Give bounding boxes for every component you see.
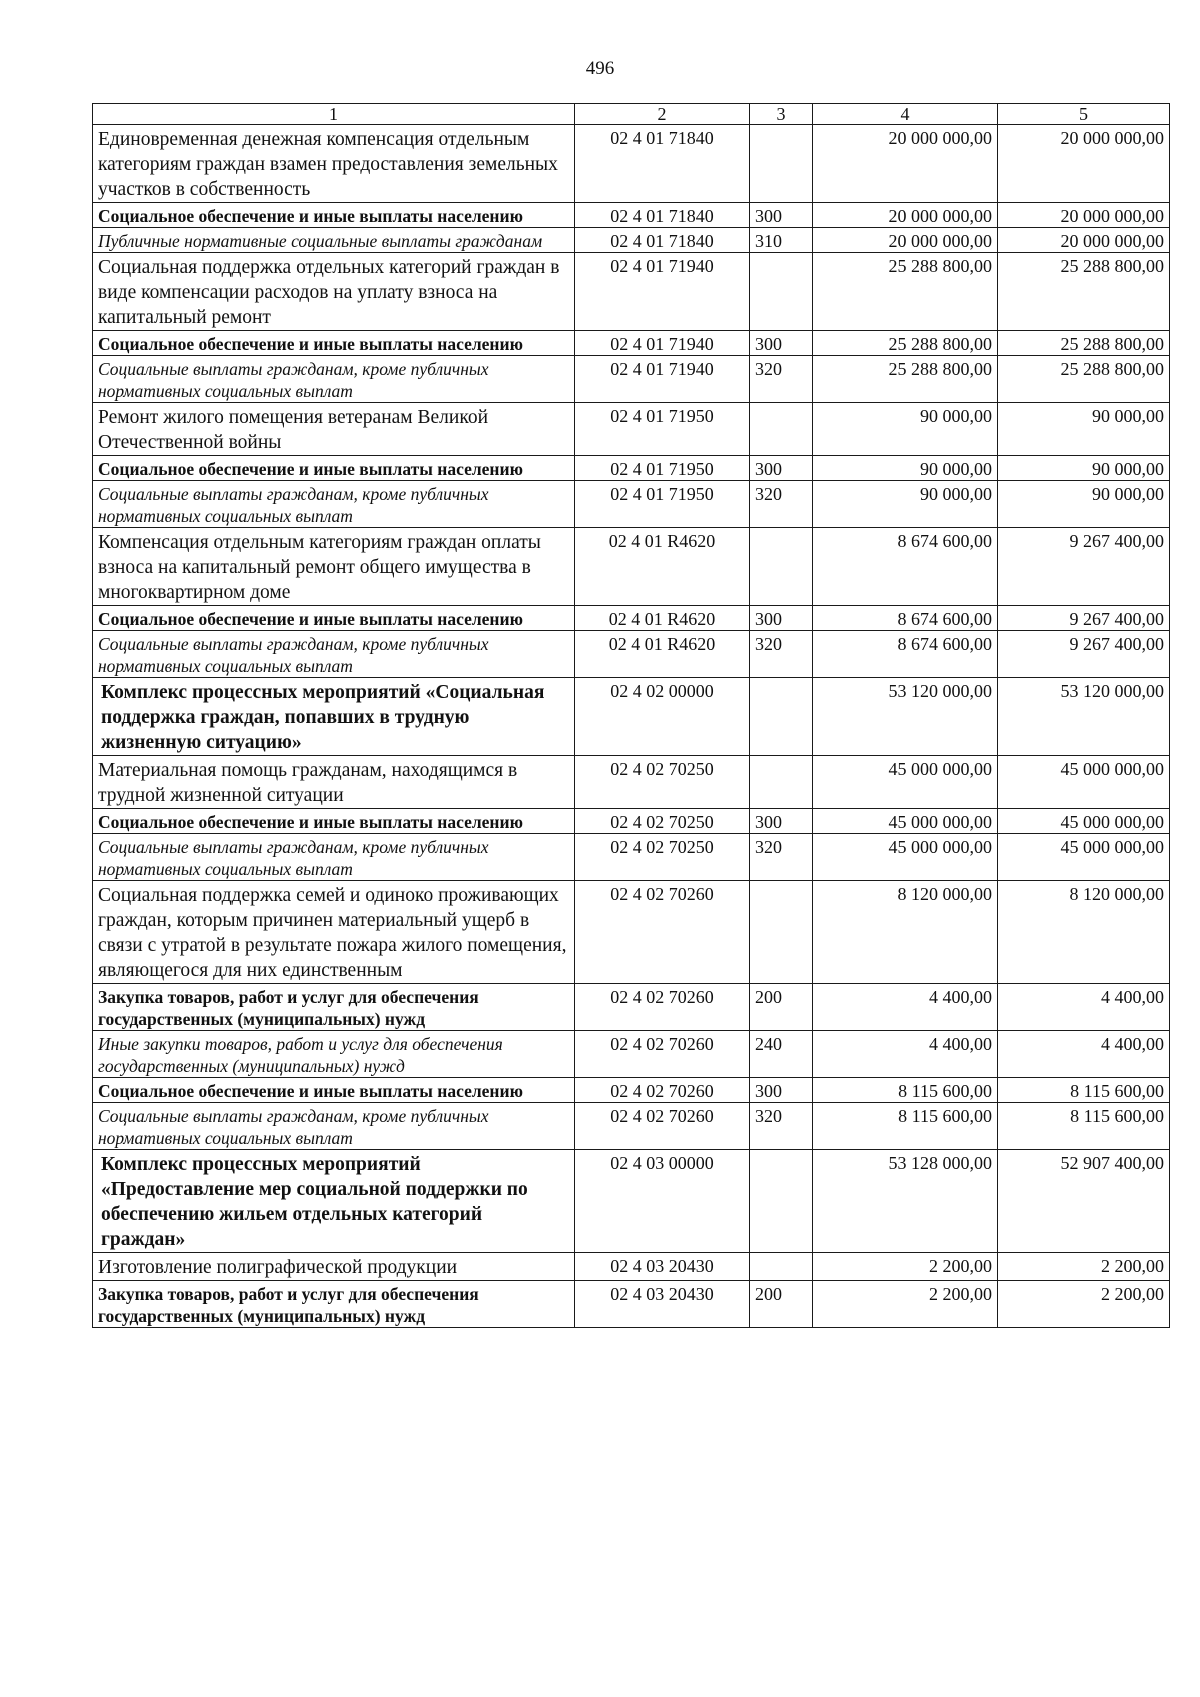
- row-expense-type: 200: [750, 984, 813, 1031]
- table-row: [93, 1031, 1170, 1078]
- row-expense-type: [750, 678, 813, 756]
- row-code: 02 4 01 71950: [575, 403, 750, 456]
- row-code: 02 4 01 R4620: [575, 631, 750, 678]
- row-expense-type: 300: [750, 809, 813, 834]
- row-code: 02 4 01 71840: [575, 228, 750, 253]
- table-row: [93, 1253, 1170, 1281]
- row-name: Социальное обеспечение и иные выплаты населению: [93, 456, 575, 481]
- row-expense-type: 320: [750, 356, 813, 403]
- row-amount-year2: 90 000,00: [998, 481, 1170, 528]
- row-amount-year2: 25 288 800,00: [998, 331, 1170, 356]
- row-amount-year1: 4 400,00: [813, 1031, 998, 1078]
- row-amount-year2: 8 115 600,00: [998, 1078, 1170, 1103]
- row-expense-type: 200: [750, 1281, 813, 1328]
- row-amount-year2: 45 000 000,00: [998, 756, 1170, 809]
- row-name: Социальная поддержка отдельных категорий граждан в виде компенсации расходов на уплату взноса на капитальный ремонт: [93, 253, 575, 331]
- row-expense-type: 320: [750, 481, 813, 528]
- table-row: [93, 253, 1170, 331]
- row-amount-year1: 20 000 000,00: [813, 228, 998, 253]
- header-col-4: 4: [813, 104, 998, 125]
- row-expense-type: [750, 756, 813, 809]
- row-amount-year2: 90 000,00: [998, 456, 1170, 481]
- row-name: Публичные нормативные социальные выплаты гражданам: [93, 228, 575, 253]
- row-amount-year1: 4 400,00: [813, 984, 998, 1031]
- row-name: Социальное обеспечение и иные выплаты населению: [93, 1078, 575, 1103]
- row-code: 02 4 02 70260: [575, 881, 750, 984]
- table-row: [93, 984, 1170, 1031]
- table-row: [93, 1103, 1170, 1150]
- table-row: [93, 228, 1170, 253]
- row-expense-type: 300: [750, 456, 813, 481]
- table-row: [93, 456, 1170, 481]
- row-expense-type: 240: [750, 1031, 813, 1078]
- row-name: Комплекс процессных мероприятий «Предоставление мер социальной поддержки по обеспечению жильем отдельных категорий граждан»: [93, 1150, 575, 1253]
- table-row: [93, 678, 1170, 756]
- table-row: [93, 1281, 1170, 1328]
- row-amount-year1: 8 115 600,00: [813, 1078, 998, 1103]
- table-row: [93, 356, 1170, 403]
- row-amount-year1: 53 128 000,00: [813, 1150, 998, 1253]
- row-expense-type: [750, 881, 813, 984]
- row-name: Закупка товаров, работ и услуг для обеспечения государственных (муниципальных) нужд: [93, 984, 575, 1031]
- row-name: Комплекс процессных мероприятий «Социальная поддержка граждан, попавших в трудную жизненную ситуацию»: [93, 678, 575, 756]
- row-amount-year1: 45 000 000,00: [813, 756, 998, 809]
- row-amount-year1: 8 120 000,00: [813, 881, 998, 984]
- row-code: 02 4 01 71940: [575, 253, 750, 331]
- row-amount-year2: 20 000 000,00: [998, 228, 1170, 253]
- row-expense-type: 320: [750, 834, 813, 881]
- row-code: 02 4 02 70250: [575, 809, 750, 834]
- row-amount-year2: 20 000 000,00: [998, 125, 1170, 203]
- row-amount-year1: 53 120 000,00: [813, 678, 998, 756]
- row-name: Социальная поддержка семей и одиноко проживающих граждан, которым причинен материальный ущерб в связи с утратой в результате пожара жилого помещения, являющегося для них единственным: [93, 881, 575, 984]
- row-code: 02 4 02 00000: [575, 678, 750, 756]
- row-amount-year1: 8 674 600,00: [813, 606, 998, 631]
- row-amount-year1: 20 000 000,00: [813, 125, 998, 203]
- row-code: 02 4 03 20430: [575, 1253, 750, 1281]
- row-code: 02 4 01 71940: [575, 331, 750, 356]
- row-amount-year2: 25 288 800,00: [998, 356, 1170, 403]
- header-col-2: 2: [575, 104, 750, 125]
- row-expense-type: 320: [750, 1103, 813, 1150]
- row-amount-year2: 8 120 000,00: [998, 881, 1170, 984]
- table-row: [93, 631, 1170, 678]
- header-row: [93, 104, 1170, 125]
- row-name: Единовременная денежная компенсация отдельным категориям граждан взамен предоставления земельных участков в собственность: [93, 125, 575, 203]
- row-code: 02 4 01 71840: [575, 203, 750, 228]
- table-row: [93, 809, 1170, 834]
- row-code: 02 4 02 70250: [575, 834, 750, 881]
- table-row: [93, 528, 1170, 606]
- page-number: 496: [585, 58, 615, 79]
- row-code: 02 4 02 70260: [575, 984, 750, 1031]
- row-amount-year2: 4 400,00: [998, 1031, 1170, 1078]
- row-amount-year1: 45 000 000,00: [813, 809, 998, 834]
- row-amount-year1: 8 115 600,00: [813, 1103, 998, 1150]
- row-name: Социальные выплаты гражданам, кроме публичных нормативных социальных выплат: [93, 1103, 575, 1150]
- row-expense-type: [750, 125, 813, 203]
- row-amount-year2: 45 000 000,00: [998, 834, 1170, 881]
- row-code: 02 4 03 20430: [575, 1281, 750, 1328]
- row-amount-year2: 45 000 000,00: [998, 809, 1170, 834]
- row-expense-type: [750, 253, 813, 331]
- row-name: Социальное обеспечение и иные выплаты населению: [93, 606, 575, 631]
- row-name: Социальное обеспечение и иные выплаты населению: [93, 203, 575, 228]
- row-amount-year2: 2 200,00: [998, 1281, 1170, 1328]
- row-name: Изготовление полиграфической продукции: [93, 1253, 575, 1281]
- row-amount-year1: 25 288 800,00: [813, 331, 998, 356]
- row-amount-year2: 25 288 800,00: [998, 253, 1170, 331]
- row-amount-year2: 9 267 400,00: [998, 606, 1170, 631]
- table-row: [93, 1078, 1170, 1103]
- table-row: [93, 756, 1170, 809]
- row-expense-type: 300: [750, 203, 813, 228]
- row-amount-year1: 8 674 600,00: [813, 631, 998, 678]
- table-row: [93, 481, 1170, 528]
- row-amount-year2: 52 907 400,00: [998, 1150, 1170, 1253]
- table-row: [93, 1150, 1170, 1253]
- row-expense-type: 300: [750, 606, 813, 631]
- row-name: Социальные выплаты гражданам, кроме публичных нормативных социальных выплат: [93, 481, 575, 528]
- row-amount-year1: 25 288 800,00: [813, 356, 998, 403]
- row-amount-year2: 9 267 400,00: [998, 631, 1170, 678]
- budget-table: [92, 103, 1170, 1328]
- row-code: 02 4 02 70260: [575, 1103, 750, 1150]
- row-code: 02 4 01 71950: [575, 481, 750, 528]
- row-amount-year2: 20 000 000,00: [998, 203, 1170, 228]
- table-row: [93, 125, 1170, 203]
- row-code: 02 4 01 71840: [575, 125, 750, 203]
- row-name: Социальные выплаты гражданам, кроме публичных нормативных социальных выплат: [93, 834, 575, 881]
- row-expense-type: [750, 403, 813, 456]
- row-name: Социальное обеспечение и иные выплаты населению: [93, 809, 575, 834]
- row-name: Социальные выплаты гражданам, кроме публичных нормативных социальных выплат: [93, 631, 575, 678]
- row-expense-type: 300: [750, 331, 813, 356]
- row-code: 02 4 02 70260: [575, 1078, 750, 1103]
- row-code: 02 4 01 71940: [575, 356, 750, 403]
- row-code: 02 4 01 71950: [575, 456, 750, 481]
- table-row: [93, 881, 1170, 984]
- row-name: Материальная помощь гражданам, находящимся в трудной жизненной ситуации: [93, 756, 575, 809]
- row-name: Ремонт жилого помещения ветеранам Великой Отечественной войны: [93, 403, 575, 456]
- header-col-5: 5: [998, 104, 1170, 125]
- row-amount-year1: 45 000 000,00: [813, 834, 998, 881]
- row-amount-year2: 90 000,00: [998, 403, 1170, 456]
- row-name: Социальные выплаты гражданам, кроме публичных нормативных социальных выплат: [93, 356, 575, 403]
- table-row: [93, 331, 1170, 356]
- row-amount-year2: 9 267 400,00: [998, 528, 1170, 606]
- row-code: 02 4 03 00000: [575, 1150, 750, 1253]
- row-name: Закупка товаров, работ и услуг для обеспечения государственных (муниципальных) нужд: [93, 1281, 575, 1328]
- table-row: [93, 203, 1170, 228]
- header-col-1: 1: [93, 104, 575, 125]
- table-row: [93, 834, 1170, 881]
- row-amount-year1: 90 000,00: [813, 456, 998, 481]
- row-amount-year1: 90 000,00: [813, 481, 998, 528]
- row-code: 02 4 02 70250: [575, 756, 750, 809]
- row-expense-type: 320: [750, 631, 813, 678]
- row-amount-year2: 8 115 600,00: [998, 1103, 1170, 1150]
- header-col-3: 3: [750, 104, 813, 125]
- table-row: [93, 403, 1170, 456]
- row-amount-year1: 25 288 800,00: [813, 253, 998, 331]
- row-expense-type: [750, 528, 813, 606]
- table-row: [93, 606, 1170, 631]
- row-code: 02 4 02 70260: [575, 1031, 750, 1078]
- row-expense-type: [750, 1150, 813, 1253]
- row-amount-year2: 4 400,00: [998, 984, 1170, 1031]
- row-name: Социальное обеспечение и иные выплаты населению: [93, 331, 575, 356]
- row-amount-year1: 90 000,00: [813, 403, 998, 456]
- row-amount-year2: 2 200,00: [998, 1253, 1170, 1281]
- row-amount-year1: 2 200,00: [813, 1253, 998, 1281]
- row-code: 02 4 01 R4620: [575, 606, 750, 631]
- row-amount-year1: 2 200,00: [813, 1281, 998, 1328]
- row-expense-type: 300: [750, 1078, 813, 1103]
- row-amount-year1: 8 674 600,00: [813, 528, 998, 606]
- row-name: Компенсация отдельным категориям граждан оплаты взноса на капитальный ремонт общего имущества в многоквартирном доме: [93, 528, 575, 606]
- row-expense-type: [750, 1253, 813, 1281]
- row-name: Иные закупки товаров, работ и услуг для обеспечения государственных (муниципальных) нужд: [93, 1031, 575, 1078]
- row-amount-year2: 53 120 000,00: [998, 678, 1170, 756]
- row-expense-type: 310: [750, 228, 813, 253]
- row-amount-year1: 20 000 000,00: [813, 203, 998, 228]
- row-code: 02 4 01 R4620: [575, 528, 750, 606]
